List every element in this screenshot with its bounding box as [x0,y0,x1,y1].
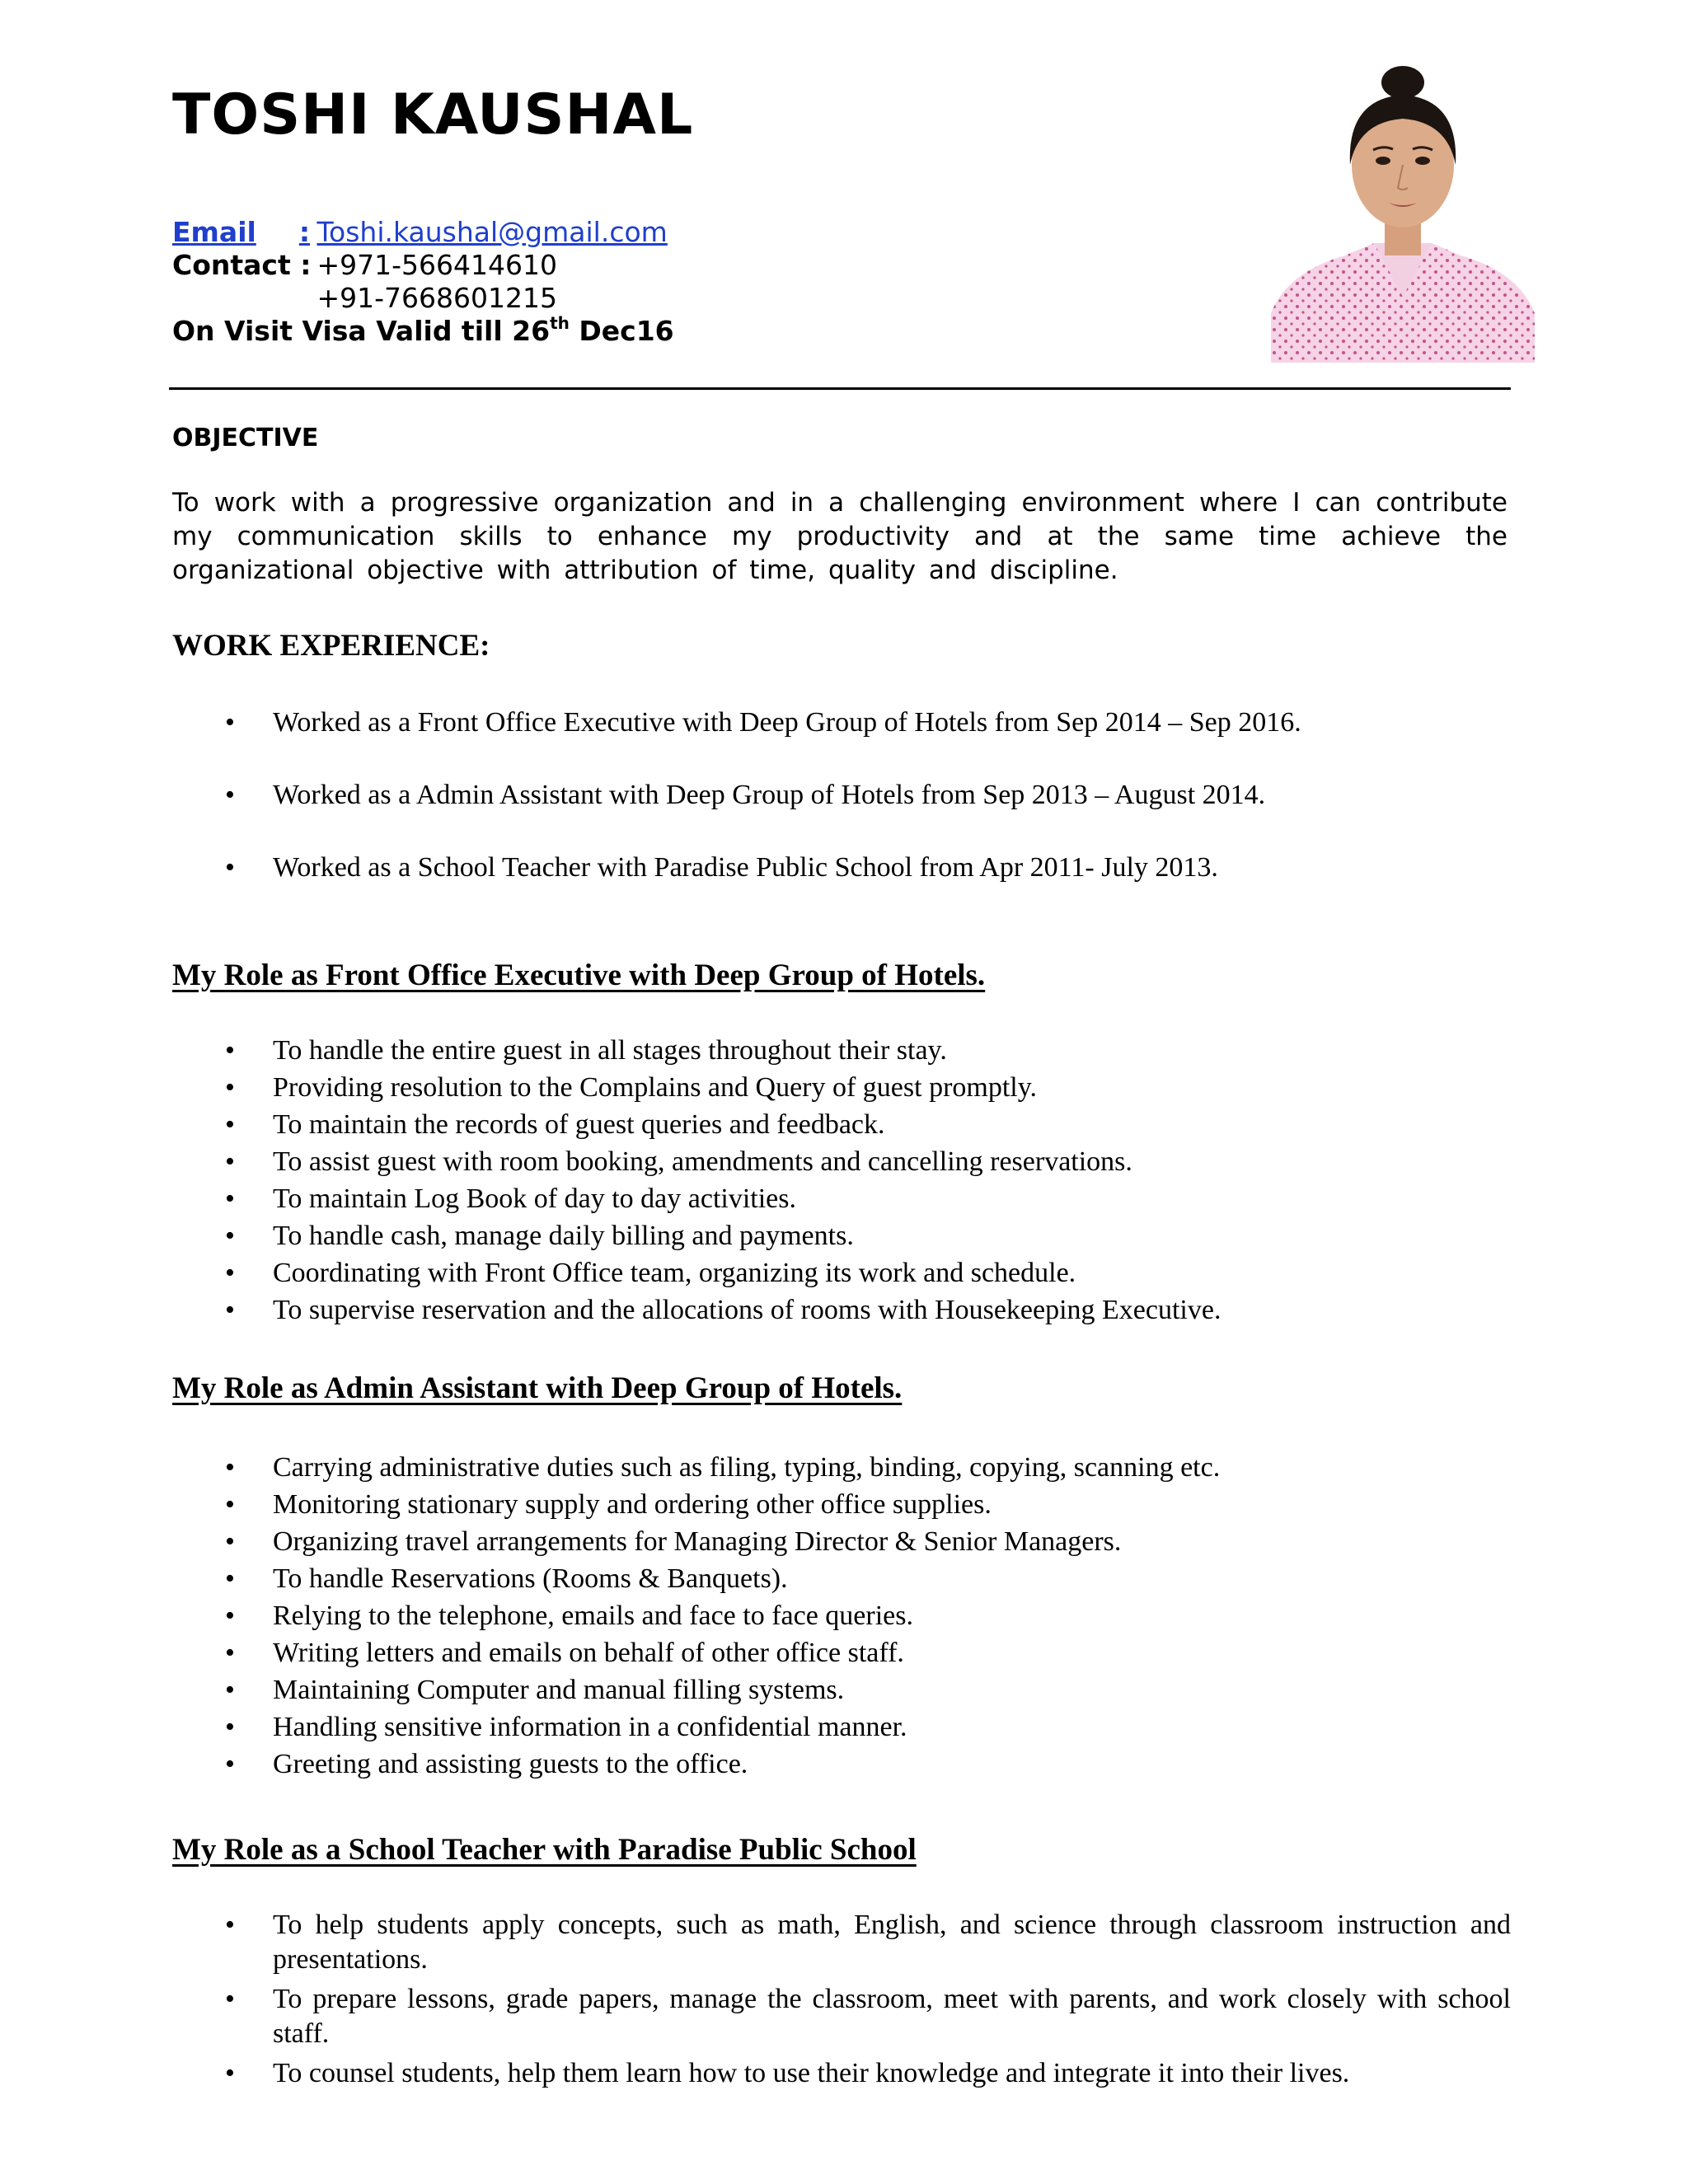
list-item: • To prepare lessons, grade papers, manage the classroom, meet with parents, and work closely with school staff. [172,1982,1511,2051]
list-item: • Worked as a Admin Assistant with Deep Group of Hotels from Sep 2013 – August 2014. [172,777,1511,813]
visa-status: On Visit Visa Valid till 26th Dec16 [172,313,674,347]
admin-assistant-heading: My Role as Admin Assistant with Deep Group of Hotels. [172,1371,903,1405]
list-item: • Worked as a School Teacher with Paradise Public School from Apr 2011- July 2013. [172,850,1511,886]
list-item: • To help students apply concepts, such as math, English, and science through classroom instruction and presentations. [172,1908,1511,1977]
objective-text: To work with a progressive organization and in a challenging environment where I can contribute my communication skills to enhance my productivity and at the same time achieve the organizational objective with attribution of time, quality and discipline. [172,488,1507,585]
list-item: • Writing letters and emails on behalf of other office staff. [172,1634,1511,1671]
email-row [172,216,674,249]
list-item: • Monitoring stationary supply and ordering other office supplies. [172,1486,1511,1523]
admin-assistant-list [172,1449,1511,1783]
list-item: • Handling sensitive information in a confidential manner. [172,1708,1511,1746]
list-item: • To maintain Log Book of day to day activities. [172,1180,1511,1217]
school-teacher-list [172,1908,1511,2096]
list-item: • Providing resolution to the Complains and Query of guest promptly. [172,1069,1511,1106]
contact-row [172,249,674,282]
list-item: • To handle Reservations (Rooms & Banquets). [172,1560,1511,1597]
contact-block [172,216,674,348]
list-item: • To supervise reservation and the allocations of rooms with Housekeeping Executive. [172,1291,1511,1329]
list-item: • To handle cash, manage daily billing and payments. [172,1217,1511,1254]
contact-label: Contact : [172,249,312,281]
contact-row-2 [172,282,674,315]
work-experience-list [172,705,1511,922]
list-item: • To maintain the records of guest queries and feedback. [172,1106,1511,1143]
list-item: • Carrying administrative duties such as filing, typing, binding, copying, scanning etc. [172,1449,1511,1486]
school-teacher-heading: My Role as a School Teacher with Paradise Public School [172,1833,917,1867]
list-item: • Maintaining Computer and manual filling systems. [172,1671,1511,1708]
list-item: • To handle the entire guest in all stages throughout their stay. [172,1032,1511,1069]
phone-2: +91-7668601215 [316,282,558,314]
phone-1: +971-566414610 [316,249,558,281]
header-divider [169,387,1511,390]
list-item: • Worked as a Front Office Executive with Deep Group of Hotels from Sep 2014 – Sep 2016. [172,705,1511,741]
list-item: • To counsel students, help them learn how to use their knowledge and integrate it into their lives. [172,2056,1511,2091]
front-office-heading: My Role as Front Office Executive with Deep Group of Hotels. [172,958,986,992]
email-link[interactable]: Toshi.kaushal@gmail.com [316,216,668,248]
front-office-list [172,1032,1511,1329]
list-item: • Relying to the telephone, emails and face to face queries. [172,1597,1511,1634]
work-experience-heading: WORK EXPERIENCE: [172,629,490,663]
list-item: • Coordinating with Front Office team, organizing its work and schedule. [172,1254,1511,1291]
candidate-name: TOSHI KAUSHAL [172,82,694,148]
list-item: • Organizing travel arrangements for Managing Director & Senior Managers. [172,1523,1511,1560]
list-item: • Greeting and assisting guests to the office. [172,1746,1511,1783]
objective-heading: OBJECTIVE [172,424,319,452]
profile-photo [1271,49,1535,363]
email-label: Email : [172,216,311,248]
list-item: • To assist guest with room booking, amendments and cancelling reservations. [172,1143,1511,1180]
